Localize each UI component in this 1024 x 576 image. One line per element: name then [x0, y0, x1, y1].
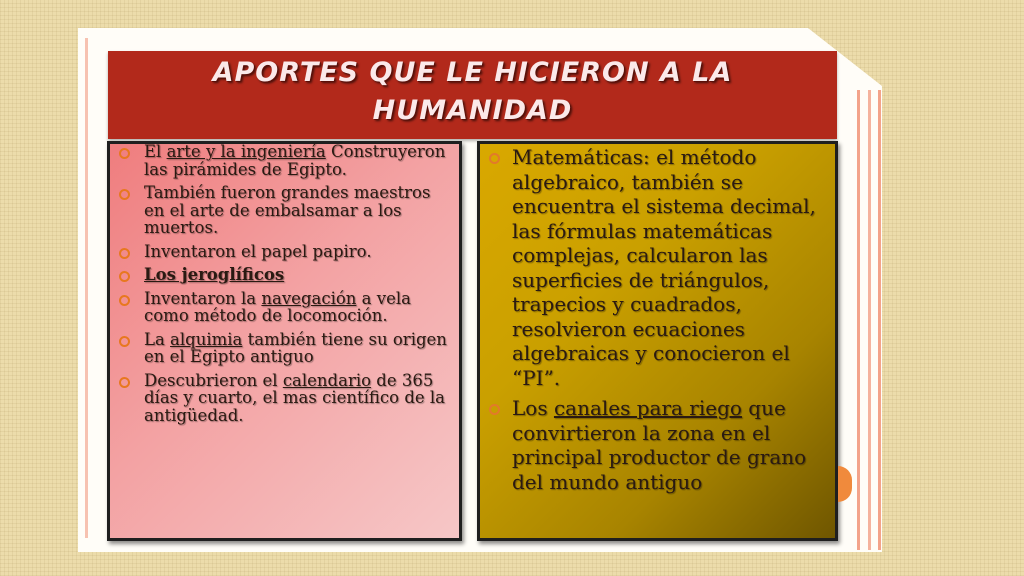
slide-title-line1: APORTES QUE LE HICIERON A LA [212, 57, 733, 88]
list-item [486, 145, 831, 390]
list-item [115, 290, 455, 325]
link-jeroglificos[interactable]: Los jeroglíficos [144, 265, 285, 284]
bullet-icon [119, 189, 130, 200]
list-item-text: Construyeron las pirámides de Egipto. [144, 142, 446, 179]
list-item-text: Inventaron el papel papiro. [144, 241, 372, 261]
link-calendario[interactable]: calendario [282, 370, 372, 390]
bullet-icon [119, 271, 130, 282]
list-item-text: Descubrieron el [144, 370, 283, 390]
slide-title-line2: HUMANIDAD [372, 95, 573, 126]
bullet-icon [119, 336, 130, 347]
list-item [115, 184, 455, 237]
bullet-icon [119, 377, 130, 388]
list-item-text: El [144, 142, 167, 161]
list-item-text: a vela como método de locomoción. [144, 288, 411, 325]
decorative-stripe [857, 90, 860, 550]
list-item-text: Los [512, 396, 554, 420]
list-item [115, 331, 455, 366]
list-item-text: La [144, 329, 171, 349]
bullet-icon [489, 404, 500, 415]
bullet-icon [119, 248, 130, 259]
link-canales-riego[interactable]: canales para riego [553, 396, 742, 420]
list-item [115, 243, 455, 261]
list-item-text: También fueron grandes maestros en el arte de embalsamar a los muertos. [144, 183, 431, 237]
list-item-text: de 365 días y cuarto, el mas científico de la antigüedad. [144, 370, 446, 425]
bullet-icon [119, 148, 130, 159]
decorative-stripe [85, 38, 88, 538]
list-item-text: también tiene su origen en el Egipto antiguo [144, 329, 447, 366]
link-navegacion[interactable]: navegación [261, 288, 357, 308]
decorative-stripe [868, 90, 871, 550]
link-alquimia[interactable]: alquimia [170, 329, 243, 349]
list-item [486, 396, 831, 494]
bullet-icon [119, 295, 130, 306]
list-item [115, 266, 455, 284]
list-item [115, 143, 455, 178]
list-item [115, 372, 455, 425]
list-item-text: Inventaron la [144, 288, 262, 308]
right-bullet-list [486, 145, 831, 500]
slide-title [108, 54, 837, 130]
link-arte-ingenieria[interactable]: arte y la ingeniería [166, 142, 326, 161]
left-bullet-list [115, 143, 455, 430]
bullet-icon [489, 153, 500, 164]
list-item-text: que convirtieron la zona en el principal productor de grano del mundo antiguo [512, 396, 807, 494]
list-item-text: Matemáticas: el método algebraico, también se encuentra el sistema decimal, las fórmulas matemáticas complejas, calcularon las superficies de triángulos, trapecios y cuadrados, resolvieron ecuaciones algebraicas y conocieron el “PI”. [512, 145, 816, 390]
decorative-stripe [878, 90, 881, 550]
